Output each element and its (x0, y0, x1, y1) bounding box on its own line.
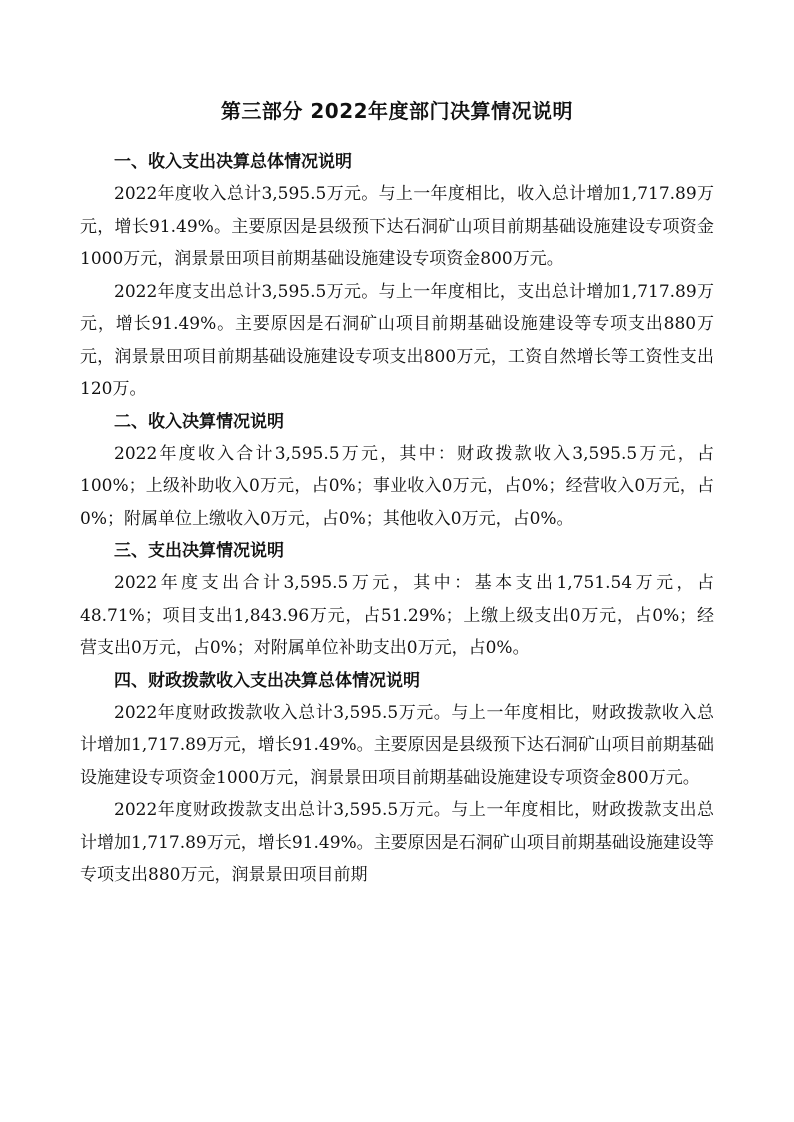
section-fiscal-appropriation (80, 665, 714, 892)
section-expenditure (80, 535, 714, 665)
section-heading: 四、财政拨款收入支出决算总体情况说明 (114, 670, 420, 691)
section-overall (80, 146, 714, 406)
document-title: 第三部分 2022年度部门决算情况说明 (220, 99, 574, 123)
paragraph: 2022年度收入总计3,595.5万元。与上一年度相比，收入总计增加1,717.89万元，增长91.49%。主要原因是县级预下达石洞矿山项目前期基础设施建设专项资金1000万元，润景景田项目前期基础设施建设专项资金800万元。 (80, 184, 714, 269)
paragraph: 2022年度财政拨款收入总计3,595.5万元。与上一年度相比，财政拨款收入总计增加1,717.89万元，增长91.49%。主要原因是县级预下达石洞矿山项目前期基础设施建设专项资金1000万元，润景景田项目前期基础设施建设专项资金800万元。 (80, 702, 714, 788)
section-income (80, 406, 714, 536)
section-heading: 二、收入决算情况说明 (114, 411, 284, 432)
section-heading: 一、收入支出决算总体情况说明 (114, 152, 352, 172)
paragraph: 2022年度财政拨款支出总计3,595.5万元。与上一年度相比，财政拨款支出总计增加1,717.89万元，增长91.49%。主要原因是石洞矿山项目前期基础设施建设等专项支出880万元，润景景田项目前期 (80, 800, 714, 885)
paragraph: 2022年度支出合计3,595.5万元，其中：基本支出1,751.54万元，占48.71%；项目支出1,843.96万元，占51.29%；上缴上级支出0万元，占0%；经营支出0万元，占0%；对附属单位补助支出0万元，占0%。 (80, 573, 714, 658)
paragraph: 2022年度收入合计3,595.5万元，其中：财政拨款收入3,595.5万元，占100%；上级补助收入0万元，占0%；事业收入0万元，占0%；经营收入0万元，占0%；附属单位上缴收入0万元，占0%；其他收入0万元，占0%。 (80, 443, 714, 529)
paragraph: 2022年度支出总计3,595.5万元。与上一年度相比，支出总计增加1,717.89万元，增长91.49%。主要原因是石洞矿山项目前期基础设施建设等专项支出880万元，润景景田项目前期基础设施建设专项支出800万元，工资自然增长等工资性支出120万。 (80, 281, 714, 399)
section-heading: 三、支出决算情况说明 (114, 541, 284, 561)
